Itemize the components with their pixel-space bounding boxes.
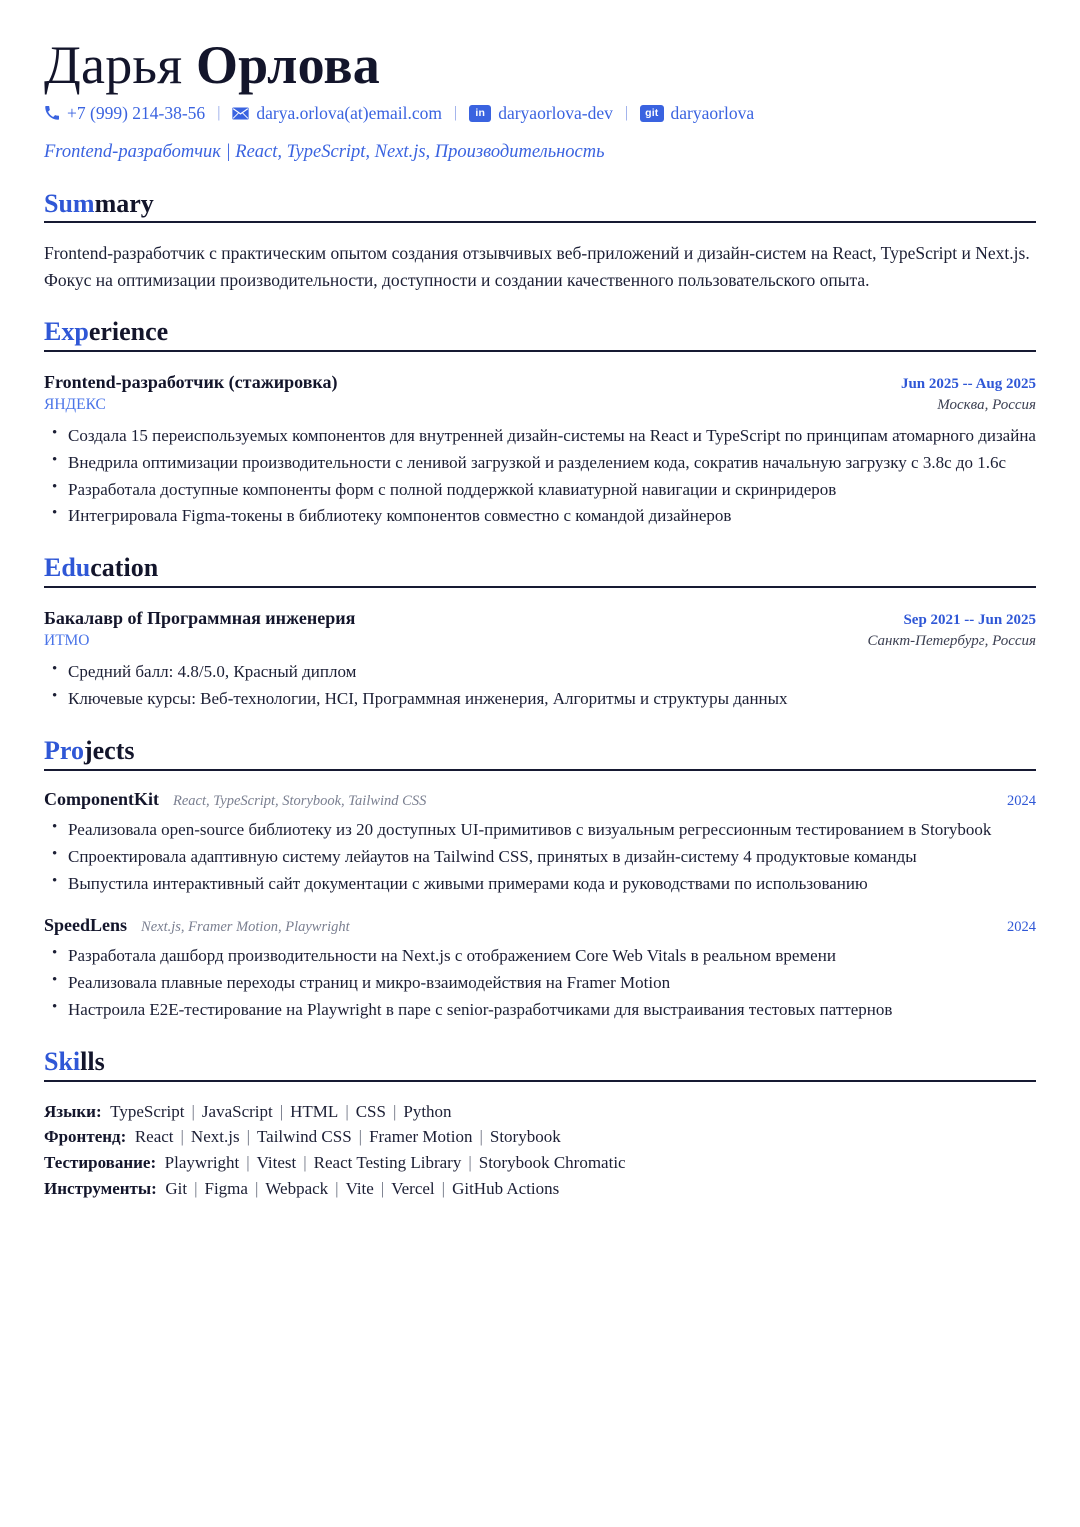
- skill-item: Next.js: [190, 1127, 240, 1147]
- job-location: Москва, Россия: [937, 397, 1036, 414]
- skill-values: [131, 1127, 561, 1146]
- project-head: [44, 787, 426, 812]
- list-item: • Разработала дашборд производительности на Next.js с отображением Core Web Vitals в реальном времени: [44, 943, 1036, 969]
- degree-title: Бакалавр of Программная инженерия: [44, 608, 356, 629]
- experience-entry: [44, 370, 1036, 529]
- section-skills: [44, 1047, 1036, 1202]
- education-org-row: [44, 630, 1036, 653]
- project-head: [44, 913, 350, 938]
- last-name: Орлова: [195, 35, 380, 95]
- contact-separator: |: [454, 104, 458, 122]
- skill-item: Vite: [345, 1179, 374, 1199]
- skills-list: [44, 1099, 1036, 1202]
- section-projects: [44, 736, 1036, 1023]
- list-item: • Ключевые курсы: Веб-технологии, HCI, Программная инженерия, Алгоритмы и структуры данных: [44, 686, 1036, 712]
- skill-values: [161, 1179, 559, 1198]
- list-item: • Интегрировала Figma-токены в библиотеку компонентов совместно с командой дизайнеров: [44, 503, 1036, 529]
- section-experience: [44, 317, 1036, 529]
- heading-rest: cation: [90, 553, 159, 583]
- section-rule: [44, 586, 1036, 588]
- email-text: darya.orlova(at)email.com: [256, 103, 442, 124]
- section-rule: [44, 350, 1036, 352]
- contact-git[interactable]: [640, 100, 754, 126]
- heading-accent: Ski: [44, 1046, 81, 1076]
- skill-row: [44, 1150, 1036, 1176]
- section-rule: [44, 1080, 1036, 1082]
- skill-separator: |: [479, 1127, 483, 1147]
- contact-linkedin[interactable]: [469, 100, 613, 126]
- heading-accent: Pro: [44, 735, 84, 765]
- skill-item: CSS: [355, 1101, 386, 1121]
- contact-separator: |: [217, 104, 221, 122]
- git-icon: git: [640, 105, 663, 123]
- skill-separator: |: [279, 1101, 284, 1121]
- list-item: • Разработала доступные компоненты форм с полной поддержкой клавиатурной навигации и скринридеров: [44, 477, 1036, 503]
- education-title-row: [44, 606, 1036, 630]
- skill-separator: |: [194, 1179, 198, 1199]
- job-organization: ЯНДЕКС: [44, 396, 106, 414]
- contact-phone[interactable]: [44, 100, 205, 126]
- project-bullet-list: [44, 943, 1036, 1022]
- skill-item: Git: [165, 1179, 188, 1199]
- skill-separator: |: [246, 1153, 250, 1173]
- skill-separator: |: [380, 1179, 385, 1199]
- skill-item: Figma: [204, 1179, 248, 1199]
- skill-separator: |: [335, 1179, 339, 1199]
- contact-separator: |: [624, 104, 629, 122]
- phone-icon: [44, 105, 60, 121]
- school-name: ИТМО: [44, 632, 90, 650]
- contact-line: [44, 100, 1036, 126]
- heading-rest: lls: [80, 1046, 105, 1076]
- job-title: Frontend-разработчик (стажировка): [44, 371, 338, 392]
- heading-rest: mary: [94, 188, 154, 218]
- education-entry: [44, 606, 1036, 712]
- resume-header: [44, 36, 1036, 165]
- skill-item: GitHub Actions: [452, 1179, 560, 1199]
- skill-separator: |: [358, 1127, 363, 1147]
- section-heading-experience: [44, 317, 1036, 347]
- skill-values: [106, 1102, 452, 1121]
- skill-label: Фронтенд:: [44, 1127, 127, 1147]
- skill-separator: |: [392, 1101, 397, 1121]
- skill-item: React Testing Library: [313, 1153, 462, 1173]
- skill-item: Storybook: [489, 1127, 561, 1147]
- skill-item: Storybook Chromatic: [478, 1153, 626, 1173]
- git-text: daryaorlova: [670, 103, 755, 124]
- project-bullet-list: [44, 817, 1036, 896]
- phone-text: +7 (999) 214-38-56: [67, 103, 206, 124]
- skill-separator: |: [246, 1127, 250, 1147]
- list-item: • Выпустила интерактивный сайт документации с живыми примерами кода и руководствами по использованию: [44, 871, 1036, 897]
- skill-separator: |: [180, 1127, 184, 1147]
- section-rule: [44, 769, 1036, 771]
- job-bullet-list: [44, 423, 1036, 529]
- list-item: • Средний балл: 4.8/5.0, Красный диплом: [44, 659, 1036, 685]
- section-heading-summary: [44, 189, 1036, 219]
- heading-rest: erience: [88, 316, 169, 346]
- skill-item: Python: [403, 1101, 452, 1121]
- project-year: 2024: [1007, 918, 1036, 935]
- project-header-row: [44, 787, 1036, 812]
- skill-row: [44, 1099, 1036, 1125]
- first-name: Дарья: [44, 35, 183, 95]
- list-item: • Создала 15 переиспользуемых компонентов для внутренней дизайн-системы на React и TypeScript по принципам атомарного дизайна: [44, 423, 1036, 449]
- skill-separator: |: [441, 1179, 446, 1199]
- project-stack: Next.js, Framer Motion, Playwright: [141, 918, 350, 935]
- heading-accent: Edu: [44, 553, 91, 583]
- project-stack: React, TypeScript, Storybook, Tailwind CSS: [173, 792, 427, 809]
- skill-item: HTML: [290, 1101, 339, 1121]
- skill-separator: |: [468, 1153, 472, 1173]
- skill-item: Vitest: [256, 1153, 297, 1173]
- project-name: ComponentKit: [44, 788, 160, 809]
- envelope-icon: [232, 107, 249, 120]
- linkedin-icon: in: [469, 105, 491, 123]
- project-item: [44, 787, 1036, 897]
- skill-label: Тестирование:: [44, 1153, 157, 1173]
- project-header-row: [44, 913, 1036, 938]
- section-heading-projects: [44, 736, 1036, 766]
- degree-date: Sep 2021 -- Jun 2025: [903, 612, 1036, 629]
- skill-label: Языки:: [44, 1101, 102, 1121]
- section-heading-education: [44, 553, 1036, 583]
- contact-email[interactable]: [232, 100, 442, 126]
- tagline: Frontend-разработчик | React, TypeScript, Next.js, Производительность: [44, 141, 605, 162]
- list-item: • Внедрила оптимизации производительности с ленивой загрузкой и разделением кода, сократив начальную загрузку с 3.8с до 1.6с: [44, 450, 1036, 476]
- list-item: • Реализовала open-source библиотеку из 20 доступных UI-примитивов с визуальным регрессионным тестированием в Storybook: [44, 817, 1036, 843]
- skill-separator: |: [254, 1179, 259, 1199]
- skill-separator: |: [345, 1101, 349, 1121]
- section-rule: [44, 221, 1036, 223]
- skill-item: Vercel: [391, 1179, 435, 1199]
- skill-values: [160, 1153, 625, 1172]
- skill-item: Tailwind CSS: [256, 1127, 352, 1147]
- experience-title-row: [44, 370, 1036, 394]
- school-location: Санкт-Петербург, Россия: [867, 633, 1036, 650]
- skill-item: Playwright: [164, 1153, 240, 1173]
- skill-item: React: [134, 1127, 174, 1147]
- project-year: 2024: [1007, 792, 1036, 809]
- page-title: [44, 36, 1036, 94]
- linkedin-text: daryaorlova-dev: [498, 103, 613, 124]
- project-item: [44, 913, 1036, 1023]
- list-item: • Настроила E2E-тестирование на Playwright в паре с senior-разработчиками для выстраивания тестовых паттернов: [44, 997, 1036, 1023]
- skill-item: Webpack: [265, 1179, 329, 1199]
- skill-separator: |: [303, 1153, 307, 1173]
- list-item: • Реализовала плавные переходы страниц и микро-взаимодействия на Framer Motion: [44, 970, 1036, 996]
- project-name: SpeedLens: [44, 914, 128, 935]
- list-item: • Спроектировала адаптивную систему лейаутов на Tailwind CSS, принятых в дизайн-систему 4 продуктовые команды: [44, 844, 1036, 870]
- section-summary: [44, 189, 1036, 293]
- skill-label: Инструменты:: [44, 1179, 157, 1199]
- experience-org-row: [44, 394, 1036, 417]
- skill-item: TypeScript: [110, 1101, 185, 1121]
- heading-rest: jects: [83, 735, 135, 765]
- skill-separator: |: [191, 1101, 195, 1121]
- section-heading-skills: [44, 1047, 1036, 1077]
- heading-accent: Sum: [44, 188, 95, 218]
- skill-item: JavaScript: [201, 1101, 273, 1121]
- skill-item: Framer Motion: [369, 1127, 473, 1147]
- education-bullet-list: [44, 659, 1036, 712]
- skill-row: [44, 1176, 1036, 1202]
- skill-row: [44, 1124, 1036, 1150]
- summary-text: Frontend-разработчик с практическим опытом создания отзывчивых веб-приложений и дизайн-систем на React, TypeScript и Next.js. Фокус на оптимизации производительности, доступности и создании качественного пользовательского опыта.: [44, 243, 1030, 290]
- job-date: Jun 2025 -- Aug 2025: [900, 375, 1036, 392]
- section-education: [44, 553, 1036, 712]
- heading-accent: Exp: [44, 316, 89, 346]
